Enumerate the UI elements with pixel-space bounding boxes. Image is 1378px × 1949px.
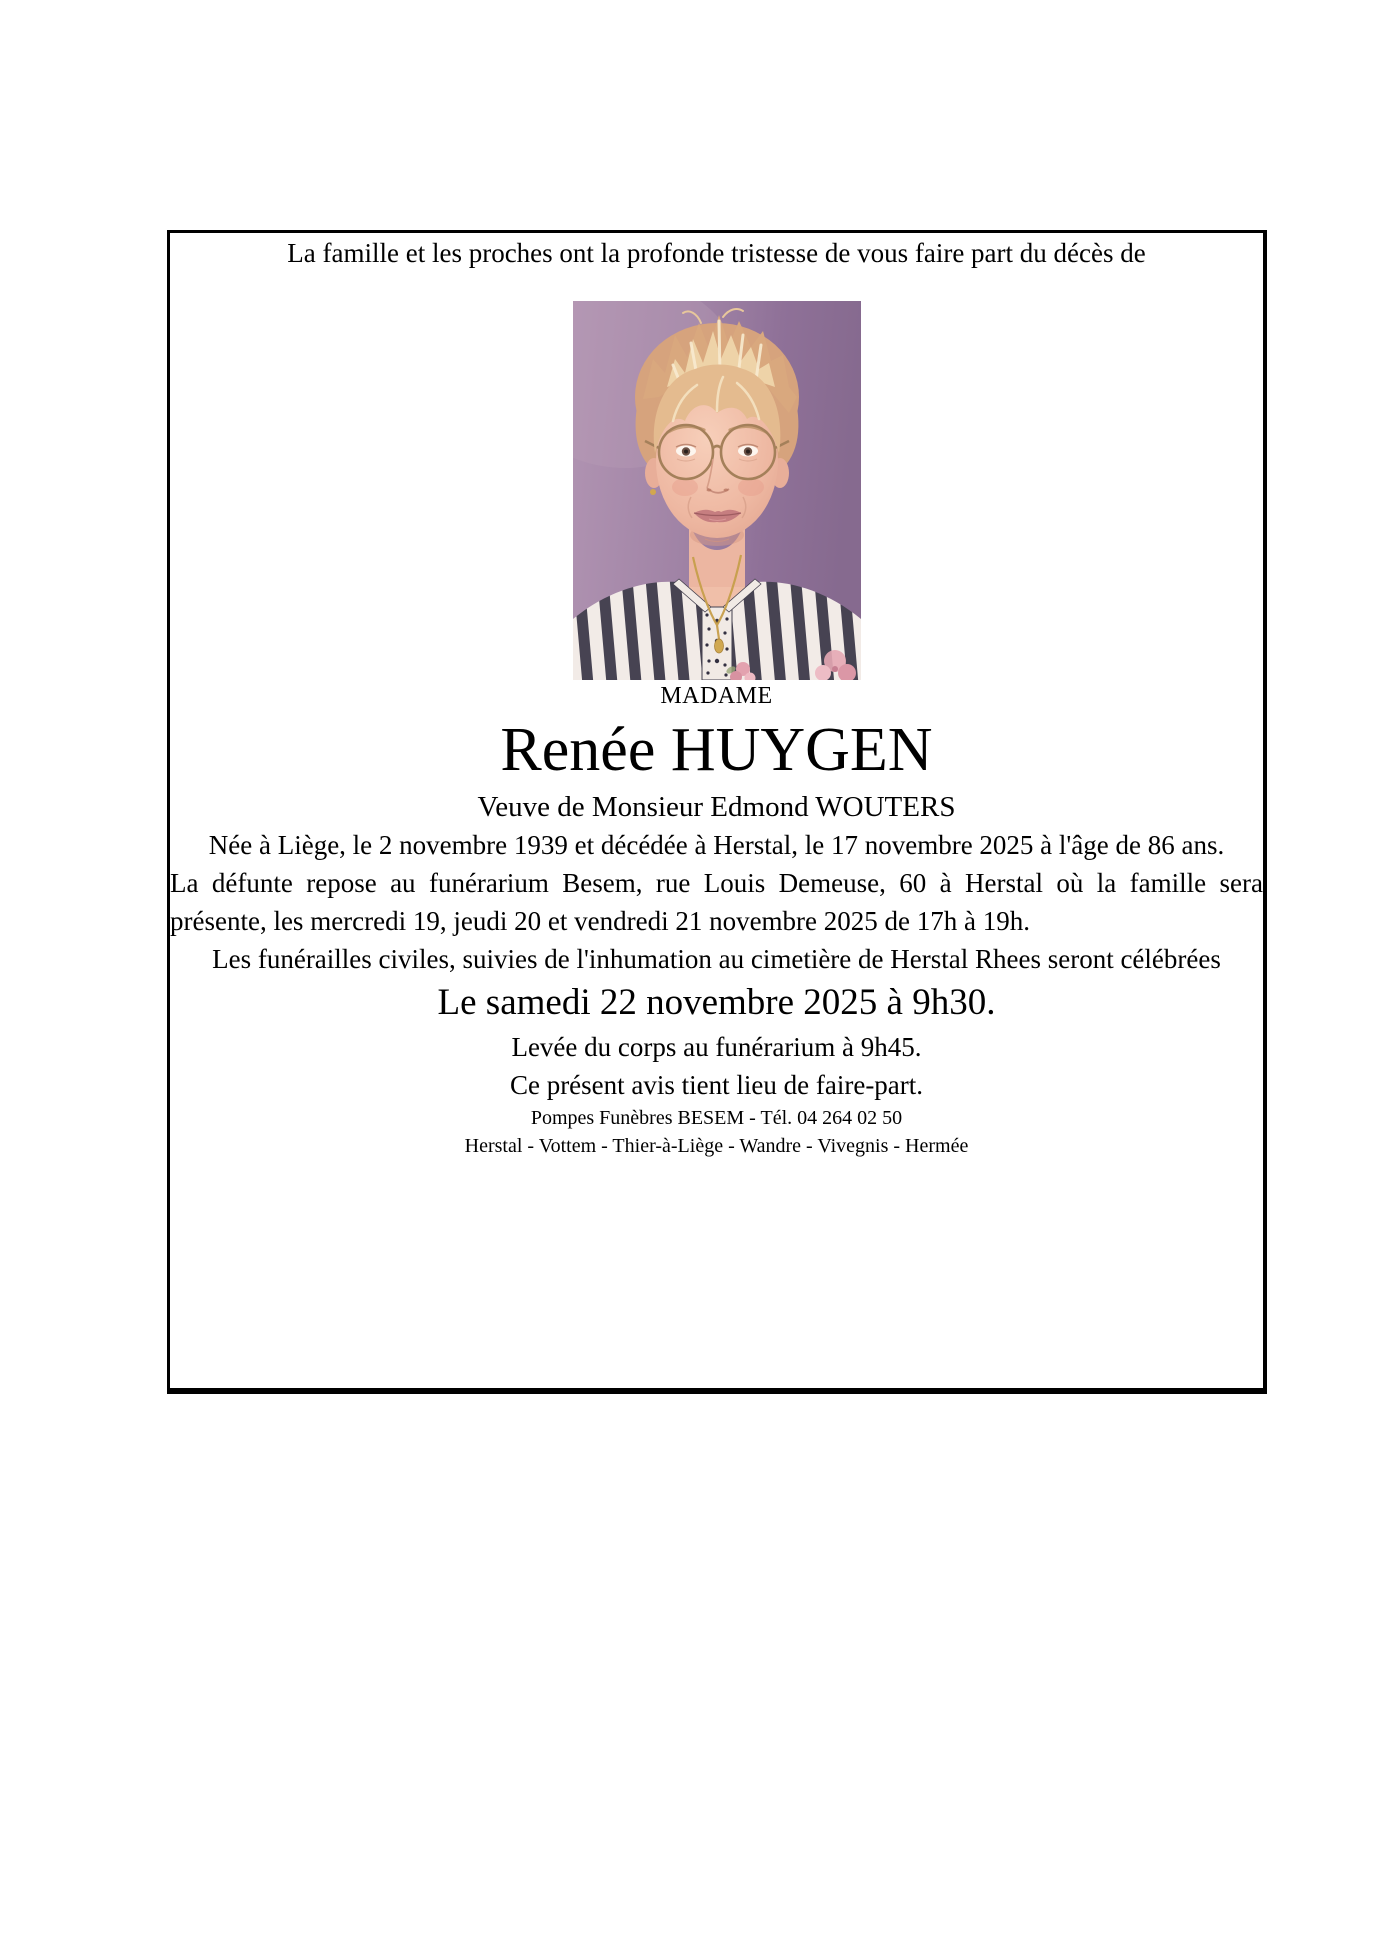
earring [650,489,656,495]
death-notice-card [167,230,1267,1394]
ceremony-date: Le samedi 22 novembre 2025 à 9h30. [437,982,996,1023]
ceremony-paragraph: Les funérailles civiles, suivies de l'inhumation au cimetière de Herstal Rhees seront célébrées [212,944,1221,974]
funeral-home-line: Pompes Funèbres BESEM - Tél. 04 264 02 50 [530,1107,903,1129]
birth-death-line: Née à Liège, le 2 novembre 1939 et décédée à Herstal, le 17 novembre 2025 à l'âge de 86 ans. [208,830,1225,860]
deceased-name: Renée HUYGEN [500,716,933,784]
localities-line: Herstal - Vottem - Thier-à-Liège - Wandre - Vivegnis - Hermée [464,1135,969,1157]
portrait-photo [573,301,861,680]
repose-paragraph: La défunte repose au funérarium Besem, rue Louis Demeuse, 60 à Herstal où la famille sera présente, les mercredi 19, jeudi 20 et vendredi 21 novembre 2025 de 17h à 19h. [170,868,1263,936]
relation-line: Veuve de Monsieur Edmond WOUTERS [477,791,956,823]
avis-line: Ce présent avis tient lieu de faire-part. [509,1070,924,1100]
levee-line: Levée du corps au funérarium à 9h45. [511,1032,922,1062]
honorific: MADAME [660,683,773,709]
intro-line: La famille et les proches ont la profonde tristesse de vous faire part du décès de [287,238,1146,268]
portrait-illustration [573,301,861,680]
